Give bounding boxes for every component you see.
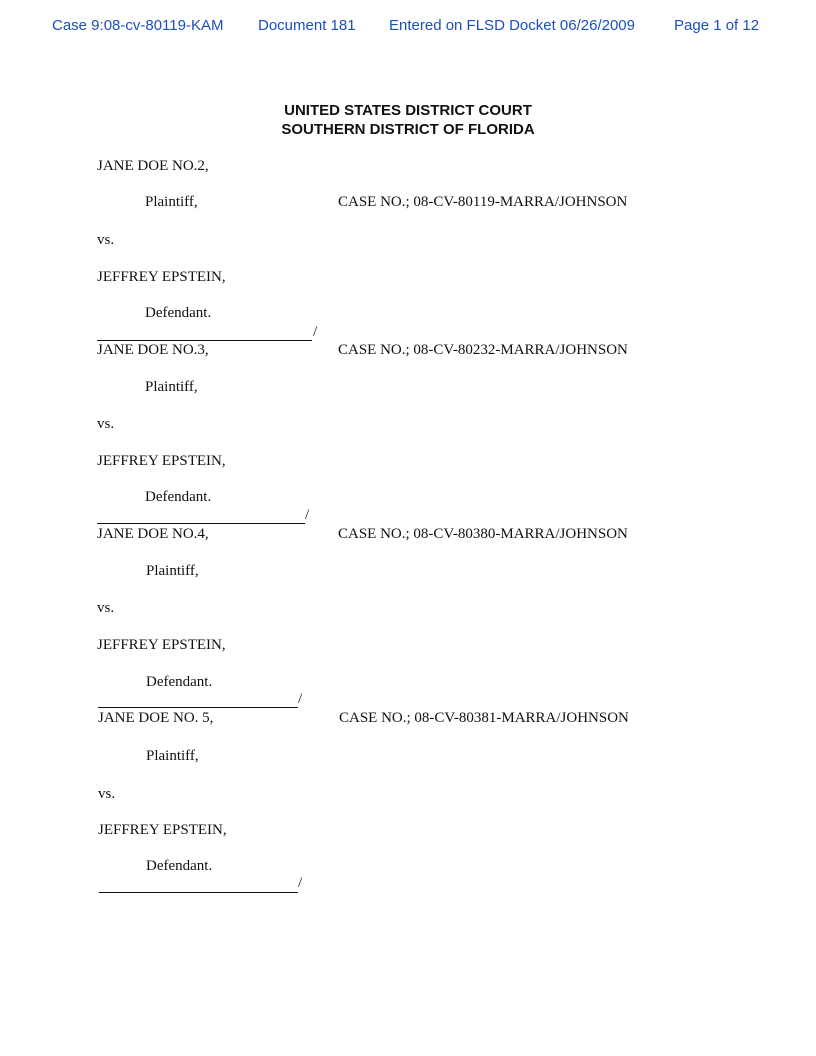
rule-slash: / — [298, 691, 303, 707]
header-page-number: Page 1 of 12 — [674, 17, 760, 34]
header-document-number: Document 181 — [258, 17, 356, 34]
signature-rule — [97, 340, 312, 341]
plaintiff-role: Plaintiff, — [145, 194, 198, 210]
defendant-role: Defendant. — [145, 305, 212, 321]
rule-slash: / — [298, 875, 303, 891]
signature-rule — [98, 707, 298, 708]
plaintiff-role: Plaintiff, — [145, 379, 198, 395]
case-number: CASE NO.; 08-CV-80232-MARRA/JOHNSON — [338, 342, 628, 358]
defendant-name: JEFFREY EPSTEIN, — [98, 822, 227, 838]
header-case-number: Case 9:08-cv-80119-KAM — [52, 17, 224, 34]
court-title-line1: UNITED STATES DISTRICT COURT — [284, 102, 532, 119]
header-entered-date: Entered on FLSD Docket 06/26/2009 — [389, 17, 635, 34]
plaintiff-name: JANE DOE NO. 5, — [98, 710, 214, 726]
docket-header — [52, 17, 772, 37]
plaintiff-name: JANE DOE NO.2, — [97, 158, 209, 174]
court-title — [0, 101, 816, 139]
plaintiff-role: Plaintiff, — [146, 563, 199, 579]
versus-label: vs. — [97, 600, 115, 616]
rule-slash: / — [305, 507, 310, 523]
versus-label: vs. — [97, 416, 115, 432]
rule-slash: / — [313, 324, 318, 340]
case-number: CASE NO.; 08-CV-80381-MARRA/JOHNSON — [339, 710, 629, 726]
defendant-role: Defendant. — [146, 858, 213, 874]
plaintiff-role: Plaintiff, — [146, 748, 199, 764]
defendant-name: JEFFREY EPSTEIN, — [97, 637, 226, 653]
court-title-line2: SOUTHERN DISTRICT OF FLORIDA — [281, 121, 535, 138]
case-number: CASE NO.; 08-CV-80119-MARRA/JOHNSON — [338, 194, 628, 210]
case-number: CASE NO.; 08-CV-80380-MARRA/JOHNSON — [338, 526, 628, 542]
defendant-name: JEFFREY EPSTEIN, — [97, 269, 226, 285]
versus-label: vs. — [97, 232, 115, 248]
plaintiff-name: JANE DOE NO.4, — [97, 526, 209, 542]
plaintiff-name: JANE DOE NO.3, — [97, 342, 209, 358]
signature-rule — [97, 523, 305, 524]
signature-rule — [99, 892, 298, 893]
versus-label: vs. — [98, 786, 116, 802]
defendant-name: JEFFREY EPSTEIN, — [97, 453, 226, 469]
defendant-role: Defendant. — [145, 489, 212, 505]
defendant-role: Defendant. — [146, 674, 213, 690]
